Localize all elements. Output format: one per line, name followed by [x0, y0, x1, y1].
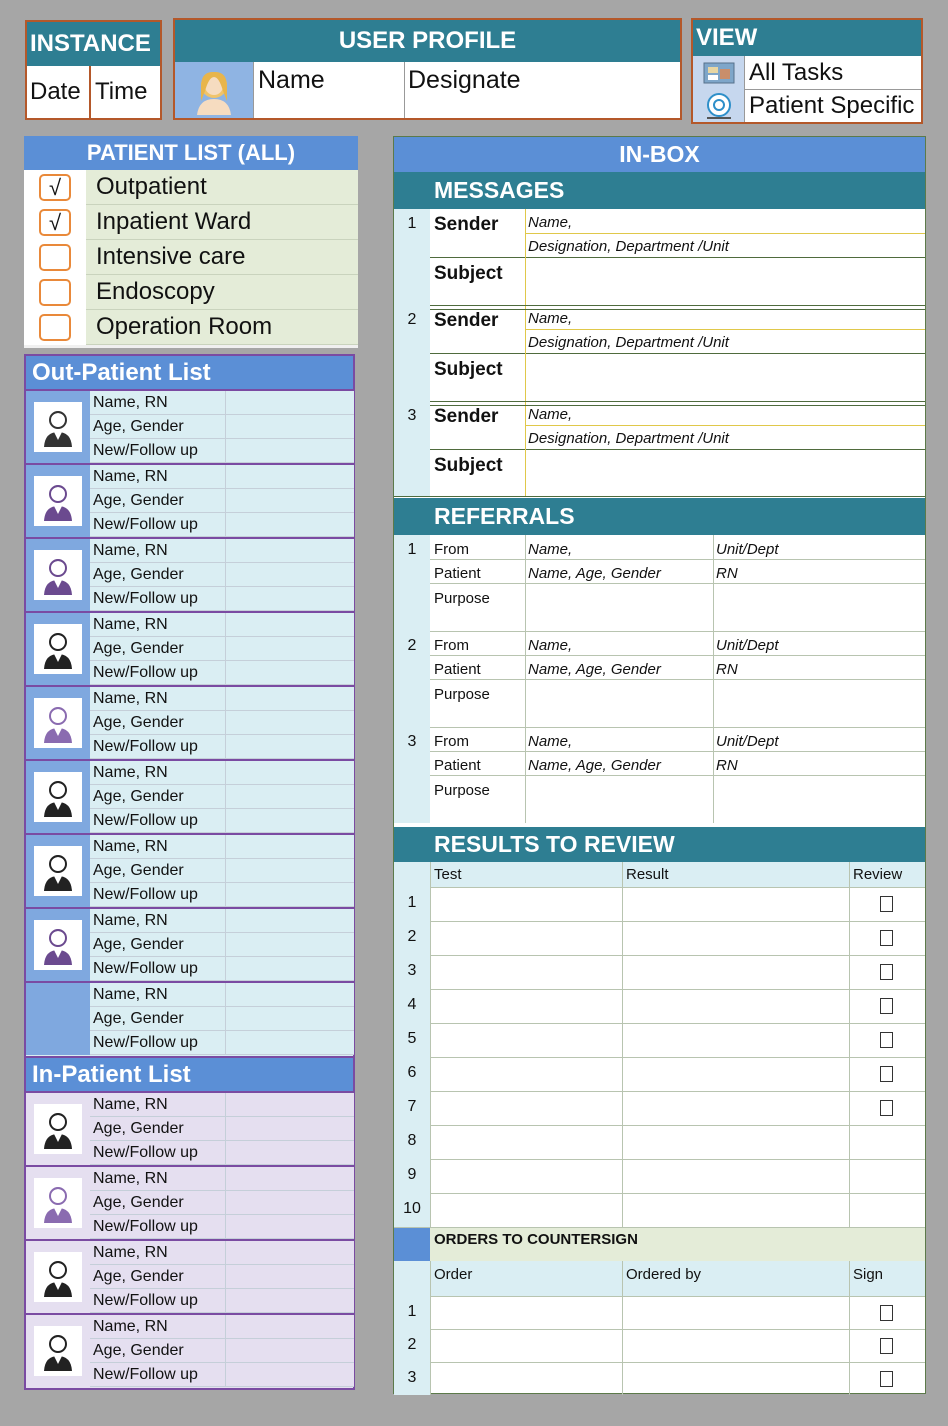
- divider: [430, 1261, 431, 1395]
- referral-from-label: From: [434, 541, 469, 558]
- review-checkbox[interactable]: [880, 896, 893, 912]
- operation-room-checkbox[interactable]: [39, 314, 71, 341]
- patient-field: New/Follow up: [90, 1141, 354, 1165]
- instance-panel: [25, 20, 162, 120]
- sign-checkbox[interactable]: [880, 1305, 893, 1321]
- row-number: 3: [394, 727, 430, 823]
- orders-row[interactable]: [430, 1362, 925, 1395]
- orders-row[interactable]: [430, 1329, 925, 1362]
- patient-avatar: [26, 835, 90, 907]
- divider: [622, 862, 623, 1227]
- divider: [430, 1057, 925, 1058]
- results-row[interactable]: [430, 989, 925, 1023]
- outpatient-checkbox[interactable]: √: [39, 174, 71, 201]
- row-number: 1: [394, 535, 430, 631]
- patient-field: New/Follow up: [90, 809, 354, 833]
- divider: [525, 727, 526, 823]
- user-profile-title: USER PROFILE: [175, 20, 680, 62]
- row-number: 7: [394, 1091, 430, 1125]
- user-avatar-icon: [189, 65, 239, 115]
- divider: [430, 921, 925, 922]
- patient-avatar-icon: [34, 1252, 82, 1302]
- patient-avatar-icon: [34, 1104, 82, 1154]
- patient-field: New/Follow up: [90, 1289, 354, 1313]
- message-sender-name: Name,: [528, 406, 573, 423]
- divider: [430, 631, 925, 632]
- patient-avatar: [26, 613, 90, 685]
- row-number: 3: [394, 1362, 430, 1395]
- divider: [430, 583, 925, 584]
- results-row[interactable]: [430, 921, 925, 955]
- divider: [525, 425, 925, 426]
- patient-avatar: [26, 539, 90, 611]
- referral-patient-label: Patient: [434, 757, 481, 774]
- referral-patient-details: Name, Age, Gender: [528, 661, 661, 678]
- review-checkbox[interactable]: [880, 1032, 893, 1048]
- outpatient-patient-card[interactable]: [26, 465, 354, 539]
- divider: [394, 1227, 925, 1228]
- divider: [430, 751, 925, 752]
- message-subject-label: Subject: [434, 455, 503, 476]
- patient-avatar-icon: [34, 846, 82, 896]
- results-row[interactable]: [430, 887, 925, 921]
- divider: [849, 862, 850, 1227]
- patient-field: Age, Gender: [90, 1007, 354, 1031]
- row-number: 2: [394, 631, 430, 727]
- user-designate[interactable]: Designate: [408, 66, 521, 94]
- referral-from-name: Name,: [528, 637, 573, 654]
- divider: [525, 233, 925, 234]
- outpatient-patient-card[interactable]: [26, 909, 354, 983]
- referral-patient-label: Patient: [434, 661, 481, 678]
- patient-list-label: Outpatient: [86, 170, 358, 205]
- orders-col-order: Order: [434, 1266, 473, 1283]
- patient-field: Age, Gender: [90, 637, 354, 661]
- orders-col-sign: Sign: [853, 1266, 884, 1283]
- patient-field: Age, Gender: [90, 711, 354, 735]
- inpatient-patient-card[interactable]: [26, 1315, 354, 1389]
- referral-purpose-label: Purpose: [434, 782, 490, 799]
- patient-field: New/Follow up: [90, 661, 354, 685]
- outpatient-patient-card[interactable]: [26, 613, 354, 687]
- patient-avatar: [26, 1315, 90, 1387]
- divider: [430, 679, 925, 680]
- intensive-care-checkbox[interactable]: [39, 244, 71, 271]
- divider: [394, 496, 925, 497]
- review-checkbox[interactable]: [880, 1100, 893, 1116]
- inbox-panel: [393, 136, 926, 1394]
- inpatient-patient-card[interactable]: [26, 1241, 354, 1315]
- row-number: 2: [394, 1329, 430, 1362]
- divider: [622, 1261, 623, 1395]
- review-checkbox[interactable]: [880, 964, 893, 980]
- instance-date[interactable]: Date: [27, 66, 91, 118]
- sign-checkbox[interactable]: [880, 1338, 893, 1354]
- patient-field: Name, RN: [90, 687, 354, 711]
- referral-rn: RN: [716, 757, 738, 774]
- referral-from-name: Name,: [528, 541, 573, 558]
- view-panel: [691, 18, 923, 124]
- patient-list-label: Endoscopy: [86, 275, 358, 310]
- divider: [713, 631, 714, 727]
- patient-specific-icon[interactable]: [693, 90, 744, 122]
- outpatient-patient-card[interactable]: [26, 687, 354, 761]
- patient-avatar: [26, 761, 90, 833]
- divider: [430, 955, 925, 956]
- row-number: 1: [394, 887, 430, 921]
- results-row[interactable]: [430, 1023, 925, 1057]
- row-number: 1: [394, 1296, 430, 1329]
- patient-field: New/Follow up: [90, 1215, 354, 1239]
- patient-field: Name, RN: [90, 1241, 354, 1265]
- divider: [430, 1193, 925, 1194]
- patient-field: Name, RN: [90, 539, 354, 563]
- results-col-test: Test: [434, 866, 462, 883]
- message-sender-label: Sender: [434, 406, 499, 427]
- patient-field: Name, RN: [90, 909, 354, 933]
- divider: [430, 353, 925, 354]
- inpatient-list: [24, 1091, 355, 1390]
- inbox-title: IN-BOX: [394, 137, 925, 172]
- patient-field: New/Follow up: [90, 957, 354, 981]
- message-sender-designation: Designation, Department /Unit: [528, 334, 729, 351]
- patient-field: Age, Gender: [90, 563, 354, 587]
- messages-title: MESSAGES: [394, 172, 925, 209]
- divider: [430, 405, 925, 406]
- referral-purpose-label: Purpose: [434, 686, 490, 703]
- orders-title-marker: [394, 1227, 430, 1261]
- divider: [430, 727, 925, 728]
- results-row[interactable]: [430, 1193, 925, 1227]
- patient-avatar-icon: [34, 476, 82, 526]
- patient-avatar: [26, 909, 90, 981]
- patient-avatar-icon: [34, 920, 82, 970]
- endoscopy-checkbox[interactable]: [39, 279, 71, 306]
- patient-field: Name, RN: [90, 1167, 354, 1191]
- review-checkbox[interactable]: [880, 930, 893, 946]
- patient-avatar-icon: [34, 624, 82, 674]
- patient-avatar-icon: [34, 1326, 82, 1376]
- divider: [430, 1296, 925, 1297]
- patient-list-label: Intensive care: [86, 240, 358, 275]
- patient-field: Age, Gender: [90, 489, 354, 513]
- patient-list-all: [24, 136, 358, 348]
- review-checkbox[interactable]: [880, 998, 893, 1014]
- referral-patient-details: Name, Age, Gender: [528, 565, 661, 582]
- outpatient-patient-card[interactable]: [26, 835, 354, 909]
- divider: [525, 329, 925, 330]
- referral-patient-details: Name, Age, Gender: [528, 757, 661, 774]
- divider: [430, 1159, 925, 1160]
- patient-field: Age, Gender: [90, 415, 354, 439]
- divider: [430, 1091, 925, 1092]
- patient-field: Name, RN: [90, 835, 354, 859]
- message-sender-label: Sender: [434, 310, 499, 331]
- orders-row[interactable]: [430, 1296, 925, 1329]
- results-col-result: Result: [626, 866, 669, 883]
- patient-field: Age, Gender: [90, 1117, 354, 1141]
- patient-field: Name, RN: [90, 761, 354, 785]
- referral-rn: RN: [716, 565, 738, 582]
- view-patient-specific[interactable]: Patient Specific: [744, 90, 921, 122]
- row-number: 9: [394, 1159, 430, 1193]
- view-all-tasks[interactable]: All Tasks: [744, 56, 921, 90]
- patient-list-item-inpatient[interactable]: [24, 205, 358, 240]
- divider: [713, 727, 714, 823]
- sign-checkbox[interactable]: [880, 1371, 893, 1387]
- patient-avatar: [26, 1241, 90, 1313]
- row-number: 2: [394, 305, 430, 401]
- divider: [525, 305, 526, 401]
- inpatient-patient-card[interactable]: [26, 1167, 354, 1241]
- patient-field: New/Follow up: [90, 1031, 354, 1055]
- row-number: 4: [394, 989, 430, 1023]
- results-row[interactable]: [430, 1091, 925, 1125]
- patient-avatar: [26, 687, 90, 759]
- inpatient-patient-card[interactable]: [26, 1093, 354, 1167]
- divider: [430, 655, 925, 656]
- patient-field: New/Follow up: [90, 587, 354, 611]
- tasks-icon[interactable]: [693, 56, 744, 90]
- patient-list-item-operation-room[interactable]: [24, 310, 358, 345]
- results-row[interactable]: [430, 955, 925, 989]
- divider: [430, 305, 925, 306]
- divider: [430, 862, 431, 1227]
- patient-field: Name, RN: [90, 1093, 354, 1117]
- user-avatar[interactable]: [175, 62, 253, 118]
- inpatient-list-title: In-Patient List: [24, 1056, 355, 1093]
- row-number: 1: [394, 209, 430, 305]
- row-number: 3: [394, 955, 430, 989]
- divider: [430, 775, 925, 776]
- divider: [430, 257, 925, 258]
- orders-title: ORDERS TO COUNTERSIGN: [434, 1231, 638, 1248]
- patient-avatar-icon: [34, 402, 82, 452]
- results-title: RESULTS TO REVIEW: [394, 827, 925, 862]
- patient-avatar-icon: [34, 1178, 82, 1228]
- referral-rn: RN: [716, 661, 738, 678]
- divider: [525, 631, 526, 727]
- divider: [430, 309, 925, 310]
- patient-list-label: Inpatient Ward: [86, 205, 358, 240]
- referral-unit: Unit/Dept: [716, 637, 779, 654]
- patient-avatar: [26, 1093, 90, 1165]
- referral-from-name: Name,: [528, 733, 573, 750]
- patient-field: Name, RN: [90, 613, 354, 637]
- patient-field: New/Follow up: [90, 439, 354, 463]
- divider: [430, 1125, 925, 1126]
- divider: [713, 535, 714, 631]
- referral-unit: Unit/Dept: [716, 733, 779, 750]
- patient-field: Age, Gender: [90, 1191, 354, 1215]
- view-title: VIEW: [693, 20, 921, 56]
- inpatient-checkbox[interactable]: √: [39, 209, 71, 236]
- divider: [525, 535, 526, 631]
- patient-list-title: PATIENT LIST (ALL): [24, 136, 358, 170]
- outpatient-patient-card[interactable]: [26, 391, 354, 465]
- patient-list-label: Operation Room: [86, 310, 358, 345]
- patient-avatar: [26, 391, 90, 463]
- patient-avatar: [26, 983, 90, 1055]
- patient-field: Age, Gender: [90, 785, 354, 809]
- patient-field: Name, RN: [90, 983, 354, 1007]
- referral-purpose-label: Purpose: [434, 590, 490, 607]
- message-sender-name: Name,: [528, 310, 573, 327]
- patient-field: Name, RN: [90, 465, 354, 489]
- divider: [430, 559, 925, 560]
- patient-list-item-intensive-care[interactable]: [24, 240, 358, 275]
- message-sender-label: Sender: [434, 214, 499, 235]
- row-number: 5: [394, 1023, 430, 1057]
- patient-field: Name, RN: [90, 391, 354, 415]
- message-sender-name: Name,: [528, 214, 573, 231]
- user-name[interactable]: Name: [253, 62, 405, 118]
- instance-title: INSTANCE: [27, 22, 160, 66]
- divider: [525, 401, 526, 497]
- results-row[interactable]: [430, 1057, 925, 1091]
- instance-time[interactable]: Time: [95, 78, 148, 105]
- patient-avatar-icon: [34, 550, 82, 600]
- row-number: 10: [394, 1193, 430, 1227]
- results-row[interactable]: [430, 1159, 925, 1193]
- divider: [430, 401, 925, 402]
- outpatient-list-title: Out-Patient List: [24, 354, 355, 391]
- referral-unit: Unit/Dept: [716, 541, 779, 558]
- results-col-review: Review: [853, 866, 903, 883]
- message-subject-label: Subject: [434, 359, 503, 380]
- message-sender-designation: Designation, Department /Unit: [528, 238, 729, 255]
- divider: [430, 1362, 925, 1363]
- patient-field: New/Follow up: [90, 735, 354, 759]
- outpatient-patient-card[interactable]: [26, 539, 354, 613]
- patient-avatar: [26, 465, 90, 537]
- row-number: 8: [394, 1125, 430, 1159]
- patient-field: Name, RN: [90, 1315, 354, 1339]
- divider: [849, 1261, 850, 1395]
- outpatient-patient-card[interactable]: [26, 983, 354, 1057]
- row-number: 3: [394, 401, 430, 497]
- patient-field: Age, Gender: [90, 859, 354, 883]
- outpatient-list: [24, 389, 355, 1059]
- patient-field: New/Follow up: [90, 513, 354, 537]
- row-number: 2: [394, 921, 430, 955]
- referrals-title: REFERRALS: [394, 498, 925, 535]
- patient-field: Age, Gender: [90, 1339, 354, 1363]
- message-subject-label: Subject: [434, 263, 503, 284]
- orders-col-ordered-by: Ordered by: [626, 1266, 702, 1283]
- results-row[interactable]: [430, 1125, 925, 1159]
- patient-field: Age, Gender: [90, 933, 354, 957]
- referral-from-label: From: [434, 637, 469, 654]
- divider: [430, 1023, 925, 1024]
- divider: [430, 989, 925, 990]
- row-number: 6: [394, 1057, 430, 1091]
- patient-avatar-icon: [34, 698, 82, 748]
- divider: [430, 887, 925, 888]
- patient-field: Age, Gender: [90, 1265, 354, 1289]
- user-profile-panel: [173, 18, 682, 120]
- patient-avatar-icon: [34, 772, 82, 822]
- patient-list-item-endoscopy[interactable]: [24, 275, 358, 310]
- divider: [430, 1329, 925, 1330]
- referral-patient-label: Patient: [434, 565, 481, 582]
- message-sender-designation: Designation, Department /Unit: [528, 430, 729, 447]
- patient-field: New/Follow up: [90, 1363, 354, 1387]
- review-checkbox[interactable]: [880, 1066, 893, 1082]
- patient-field: New/Follow up: [90, 883, 354, 907]
- divider: [525, 209, 526, 305]
- patient-avatar: [26, 1167, 90, 1239]
- divider: [430, 449, 925, 450]
- patient-list-item-outpatient[interactable]: [24, 170, 358, 205]
- outpatient-patient-card[interactable]: [26, 761, 354, 835]
- referral-from-label: From: [434, 733, 469, 750]
